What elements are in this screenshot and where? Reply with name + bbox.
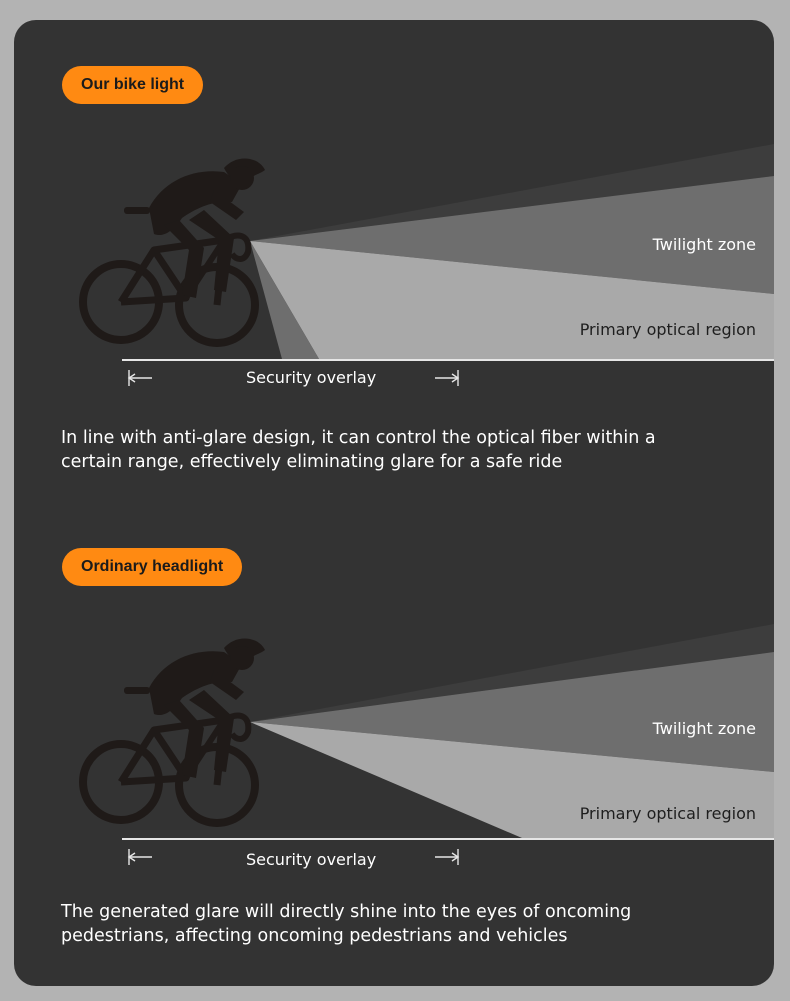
twilight-zone-label: Twilight zone (652, 235, 756, 254)
ordinary-headlight-description: The generated glare will directly shine into the eyes of oncoming pedestrians, affecting oncoming pedestrians and vehicles (61, 902, 632, 946)
our-bike-light-badge: Our bike light (62, 66, 203, 104)
ordinary-headlight-badge: Ordinary headlight (62, 548, 242, 586)
twilight-zone-label: Twilight zone (652, 719, 756, 738)
security-overlay-label: Security overlay (246, 368, 377, 387)
cyclist-silhouette-icon (83, 638, 265, 823)
our-bike-light-diagram (14, 130, 774, 430)
primary-optical-region-label: Primary optical region (579, 320, 756, 339)
ordinary-headlight-diagram (14, 612, 774, 912)
our-bike-light-description: In line with anti-glare design, it can control the optical fiber within a certain range, effectively eliminating glare for a safe ride (61, 428, 656, 472)
comparison-card (14, 20, 774, 986)
security-overlay-label: Security overlay (246, 850, 377, 869)
primary-optical-region-label: Primary optical region (579, 804, 756, 823)
cyclist-silhouette-icon (83, 158, 265, 343)
